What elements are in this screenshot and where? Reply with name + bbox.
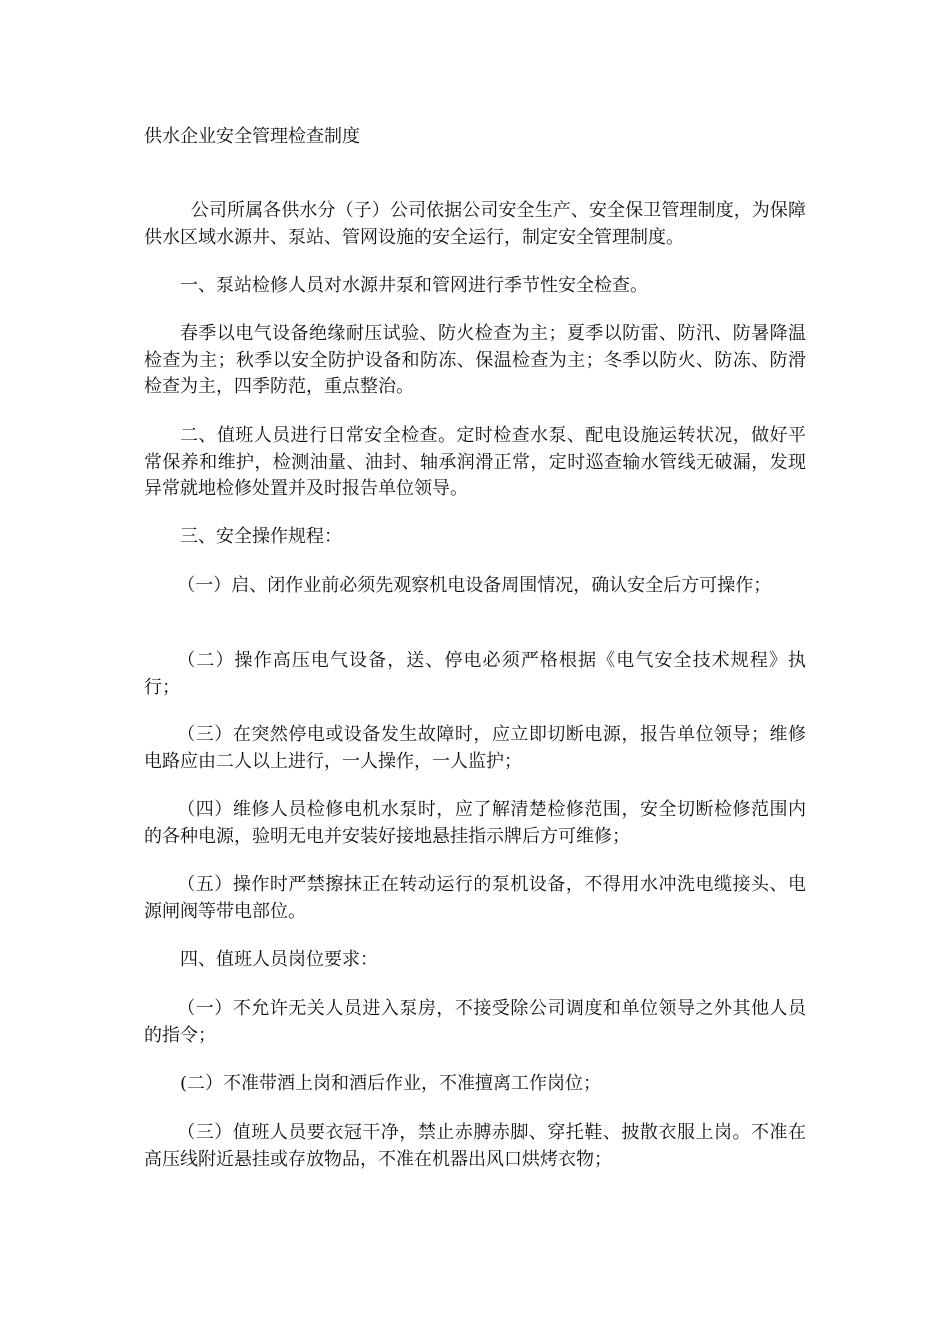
paragraph-intro: 公司所属各供水分（子）公司依据公司安全生产、安全保卫管理制度，为保障供水区域水源井、泵站、管网设施的安全运行，制定安全管理制度。 (144, 200, 806, 248)
paragraph-rule-3-2: （二）操作高压电气设备，送、停电必须严格根据《电气安全技术规程》执行； (144, 650, 806, 698)
paragraph-section-1: 一、泵站检修人员对水源井泵和管网进行季节性安全检查。 (180, 275, 648, 296)
paragraph-rule-4-3: （三）值班人员要衣冠干净，禁止赤膊赤脚、穿托鞋、披散衣服上岗。不准在高压线附近悬挂或存放物品，不准在机器出风口烘烤衣物； (144, 1122, 806, 1170)
document-title: 供水企业安全管理检查制度 (144, 126, 360, 147)
paragraph-rule-3-5: （五）操作时严禁擦抹正在转动运行的泵机设备，不得用水冲洗电缆接头、电源闸阀等带电部位。 (144, 874, 806, 922)
paragraph-section-4: 四、值班人员岗位要求： (180, 949, 378, 970)
paragraph-rule-3-3: （三）在突然停电或设备发生故障时，应立即切断电源，报告单位领导；维修电路应由二人以上进行，一人操作，一人监护； (144, 724, 806, 772)
paragraph-rule-3-1: （一）启、闭作业前必须先观察机电设备周围情况，确认安全后方可操作； (177, 575, 772, 596)
paragraph-rule-4-1: （一）不允许无关人员进入泵房，不接受除公司调度和单位领导之外其他人员的指令； (144, 998, 806, 1046)
paragraph-rule-3-4: （四）维修人员检修电机水泵时，应了解清楚检修范围，安全切断检修范围内的各种电源，验明无电并安装好接地悬挂指示牌后方可维修； (144, 799, 806, 847)
paragraph-section-3: 三、安全操作规程： (180, 526, 342, 547)
paragraph-seasonal-check: 春季以电气设备绝缘耐压试验、防火检查为主；夏季以防雷、防汛、防暑降温检查为主；秋季以安全防护设备和防冻、保温检查为主；冬季以防火、防冻、防滑检查为主，四季防范，重点整治。 (144, 323, 806, 397)
paragraph-section-2: 二、值班人员进行日常安全检查。定时检查水泵、配电设施运转状况，做好平常保养和维护，检测油量、油封、轴承润滑正常，定时巡查输水管线无破漏，发现异常就地检修处置并及时报告单位领导。 (144, 425, 806, 499)
paragraph-rule-4-2: (二）不准带酒上岗和酒后作业，不准擅离工作岗位； (180, 1073, 602, 1094)
